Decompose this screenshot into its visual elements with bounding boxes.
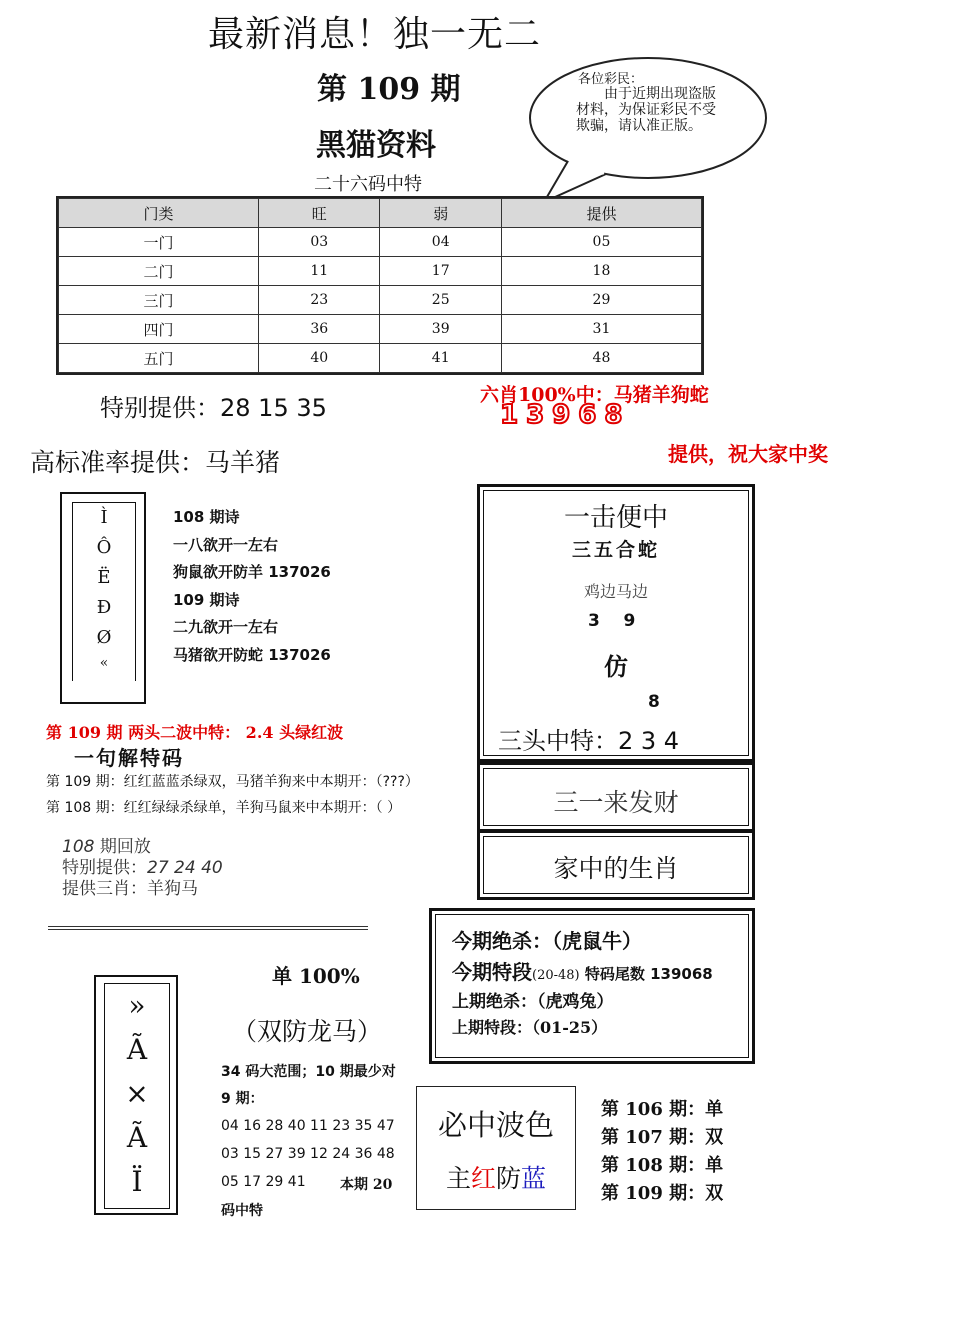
seal-glyph: Ð <box>96 597 112 618</box>
history-issue: 第 106 期： <box>601 1099 706 1120</box>
table-row <box>59 344 702 373</box>
number-grid <box>58 198 702 373</box>
range-row: 03 15 27 39 12 24 36 48 <box>221 1146 395 1162</box>
review-three-value: 羊狗马 <box>147 879 198 899</box>
fortune-text: 三一来发财 <box>553 788 679 817</box>
table-row <box>59 257 702 286</box>
table-cell: 04 <box>380 228 501 257</box>
range-row: 04 16 28 40 11 23 35 47 <box>221 1118 395 1134</box>
issue-number: 第 109 期 <box>317 72 461 107</box>
history-issue: 第 109 期： <box>601 1183 706 1204</box>
bubble-body: 由于近期出现盗版材料，为保证彩民不受欺骗，请认准正版。 <box>576 86 716 134</box>
two-head-line: 第 109 期 两头二波中特： 2.4 头绿红波 <box>46 723 344 742</box>
seal-glyph: Ø <box>96 627 112 648</box>
review-special-numbers: 27 24 40 <box>147 858 223 878</box>
single-title: 单 100% <box>272 964 360 988</box>
wave-pick <box>417 1159 575 1195</box>
history-item <box>601 1124 723 1152</box>
range-subtitle: 9 期： <box>221 1091 264 1107</box>
special-provide <box>100 388 327 423</box>
seal-glyph: Ì <box>100 507 108 528</box>
history-issue: 第 108 期： <box>601 1155 706 1176</box>
hit-box <box>477 484 755 762</box>
kill-tail-numbers: 特码尾数 139068 <box>579 965 713 983</box>
seal-glyph: Ã <box>126 1033 148 1066</box>
single-guard: （双防龙马） <box>232 1017 383 1046</box>
subtitle: 二十六码中特 <box>314 174 422 195</box>
wave-guard: 防 <box>496 1164 522 1193</box>
row-label: 四门 <box>59 315 259 344</box>
poem-line: 108 期诗 <box>173 508 240 526</box>
hit-line1: 三五合蛇 <box>571 539 660 561</box>
special-label: 特别提供： <box>100 394 220 422</box>
table-cell: 25 <box>380 286 501 315</box>
headline: 最新消息！独一无二 <box>208 14 542 55</box>
seal-glyph: × <box>125 1077 149 1110</box>
row-label: 一门 <box>59 228 259 257</box>
riddle-line: 第 109 期：红红蓝蓝杀绿双，马猪羊狗来中本期开：（???） <box>46 774 419 790</box>
seal-glyph: Ï <box>131 1165 143 1198</box>
page-title: 黑猫资料 <box>316 128 436 163</box>
poem-block <box>173 504 331 669</box>
riddle-title: 一句解特码 <box>74 746 184 770</box>
review-special-label: 特别提供： <box>62 858 147 878</box>
range-tail-a: 本期 20 <box>340 1177 393 1193</box>
notice-bubble <box>528 56 768 196</box>
seal-glyph: Ô <box>96 537 112 558</box>
fortune-box <box>477 762 755 832</box>
wave-color-box <box>416 1086 576 1210</box>
history-result: 单 <box>705 1155 724 1176</box>
table-cell: 40 <box>259 344 380 373</box>
seal-box-top <box>60 492 146 704</box>
six-zodiac-code: 13968 <box>500 400 631 430</box>
divider <box>48 926 368 930</box>
table-row <box>59 286 702 315</box>
table-cell: 11 <box>259 257 380 286</box>
row-label: 五门 <box>59 344 259 373</box>
poem-line: 109 期诗 <box>173 590 240 609</box>
poem-line: 一八欲开一左右 <box>173 535 279 554</box>
kill-current: 今期绝杀：（虎鼠牛） <box>452 929 642 953</box>
hit-eight: 8 <box>648 692 660 712</box>
review-block <box>62 837 223 900</box>
home-zodiac-box <box>477 830 755 900</box>
bubble-greeting: 各位彩民： <box>578 72 644 87</box>
poem-line: 马猪欲开防蛇 137026 <box>173 645 331 664</box>
table-row <box>59 228 702 257</box>
six-zodiac-line: 六肖100%中：马猪羊狗蛇 <box>480 384 709 406</box>
review-issue-label: 期回放 <box>99 837 151 857</box>
seal-glyph: « <box>99 655 109 671</box>
table-cell: 31 <box>501 315 701 344</box>
wave-blue: 蓝 <box>521 1164 547 1193</box>
history-issue: 第 107 期： <box>601 1127 706 1148</box>
kill-box <box>429 908 755 1064</box>
table-cell: 18 <box>501 257 701 286</box>
good-luck-wish: 提供，祝大家中奖 <box>668 442 828 466</box>
history-result: 双 <box>705 1127 724 1148</box>
wave-red: 红 <box>470 1164 496 1193</box>
row-label: 三门 <box>59 286 259 315</box>
header-cell: 门类 <box>59 199 259 228</box>
table-cell: 48 <box>501 344 701 373</box>
seal-glyph: Ã <box>126 1121 148 1154</box>
table-header-row <box>59 199 702 228</box>
row-label: 二门 <box>59 257 259 286</box>
history-result: 单 <box>705 1099 724 1120</box>
seal-glyph: » <box>128 989 146 1022</box>
range-row: 05 17 29 41 <box>221 1174 306 1190</box>
table-cell: 29 <box>501 286 701 315</box>
seal-inner <box>72 502 136 681</box>
range-tail-b: 码中特 <box>221 1203 263 1219</box>
history-list <box>601 1096 723 1208</box>
header-cell: 提供 <box>501 199 701 228</box>
range-title: 34 码大范围；10 期最少对 <box>221 1064 396 1080</box>
review-three-label: 提供三肖： <box>62 879 147 899</box>
table-cell: 41 <box>380 344 501 373</box>
kill-previous-segment: 上期特段：（01-25） <box>452 1018 608 1037</box>
history-result: 双 <box>705 1183 724 1204</box>
history-item <box>601 1180 723 1208</box>
table-cell: 17 <box>380 257 501 286</box>
wave-main: 主 <box>445 1164 471 1193</box>
table-cell: 03 <box>259 228 380 257</box>
high-accuracy-value: 马羊猪 <box>205 448 281 477</box>
seal-box-bottom <box>94 975 178 1215</box>
kill-segment <box>452 956 713 985</box>
hit-numbers: 3 9 <box>588 611 636 631</box>
high-accuracy-label: 高标准率提供： <box>30 448 206 477</box>
home-zodiac-text: 家中的生肖 <box>553 854 679 883</box>
hit-title: 一击便中 <box>563 503 668 533</box>
table-cell: 39 <box>380 315 501 344</box>
review-issue-number: 108 <box>62 837 95 857</box>
header-cell: 旺 <box>259 199 380 228</box>
riddle-line: 第 108 期：红红绿绿杀绿单，羊狗马鼠来中本期开：（ ） <box>46 800 402 816</box>
history-item <box>601 1096 723 1124</box>
kill-segment-label: 今期特段 <box>452 960 532 984</box>
table-cell: 23 <box>259 286 380 315</box>
poem-line: 狗鼠欲开防羊 137026 <box>173 563 331 581</box>
seal-inner <box>104 983 170 1209</box>
high-accuracy <box>30 443 280 479</box>
table-row <box>59 315 702 344</box>
three-head-special: 三头中特：2 3 4 <box>498 727 680 755</box>
hit-line2: 鸡边马边 <box>583 582 648 601</box>
poem-line: 二九欲开一左右 <box>173 618 279 636</box>
seal-glyph: Ë <box>97 567 111 588</box>
history-item <box>601 1152 723 1180</box>
kill-segment-range: (20-48) <box>532 968 580 983</box>
number-table <box>56 196 704 375</box>
table-cell: 36 <box>259 315 380 344</box>
hit-fang: 仿 <box>604 652 628 681</box>
table-cell: 05 <box>501 228 701 257</box>
wave-title: 必中波色 <box>437 1108 554 1142</box>
special-numbers: 28 15 35 <box>220 394 327 422</box>
kill-previous: 上期绝杀：（虎鸡兔） <box>452 992 614 1012</box>
header-cell: 弱 <box>380 199 501 228</box>
